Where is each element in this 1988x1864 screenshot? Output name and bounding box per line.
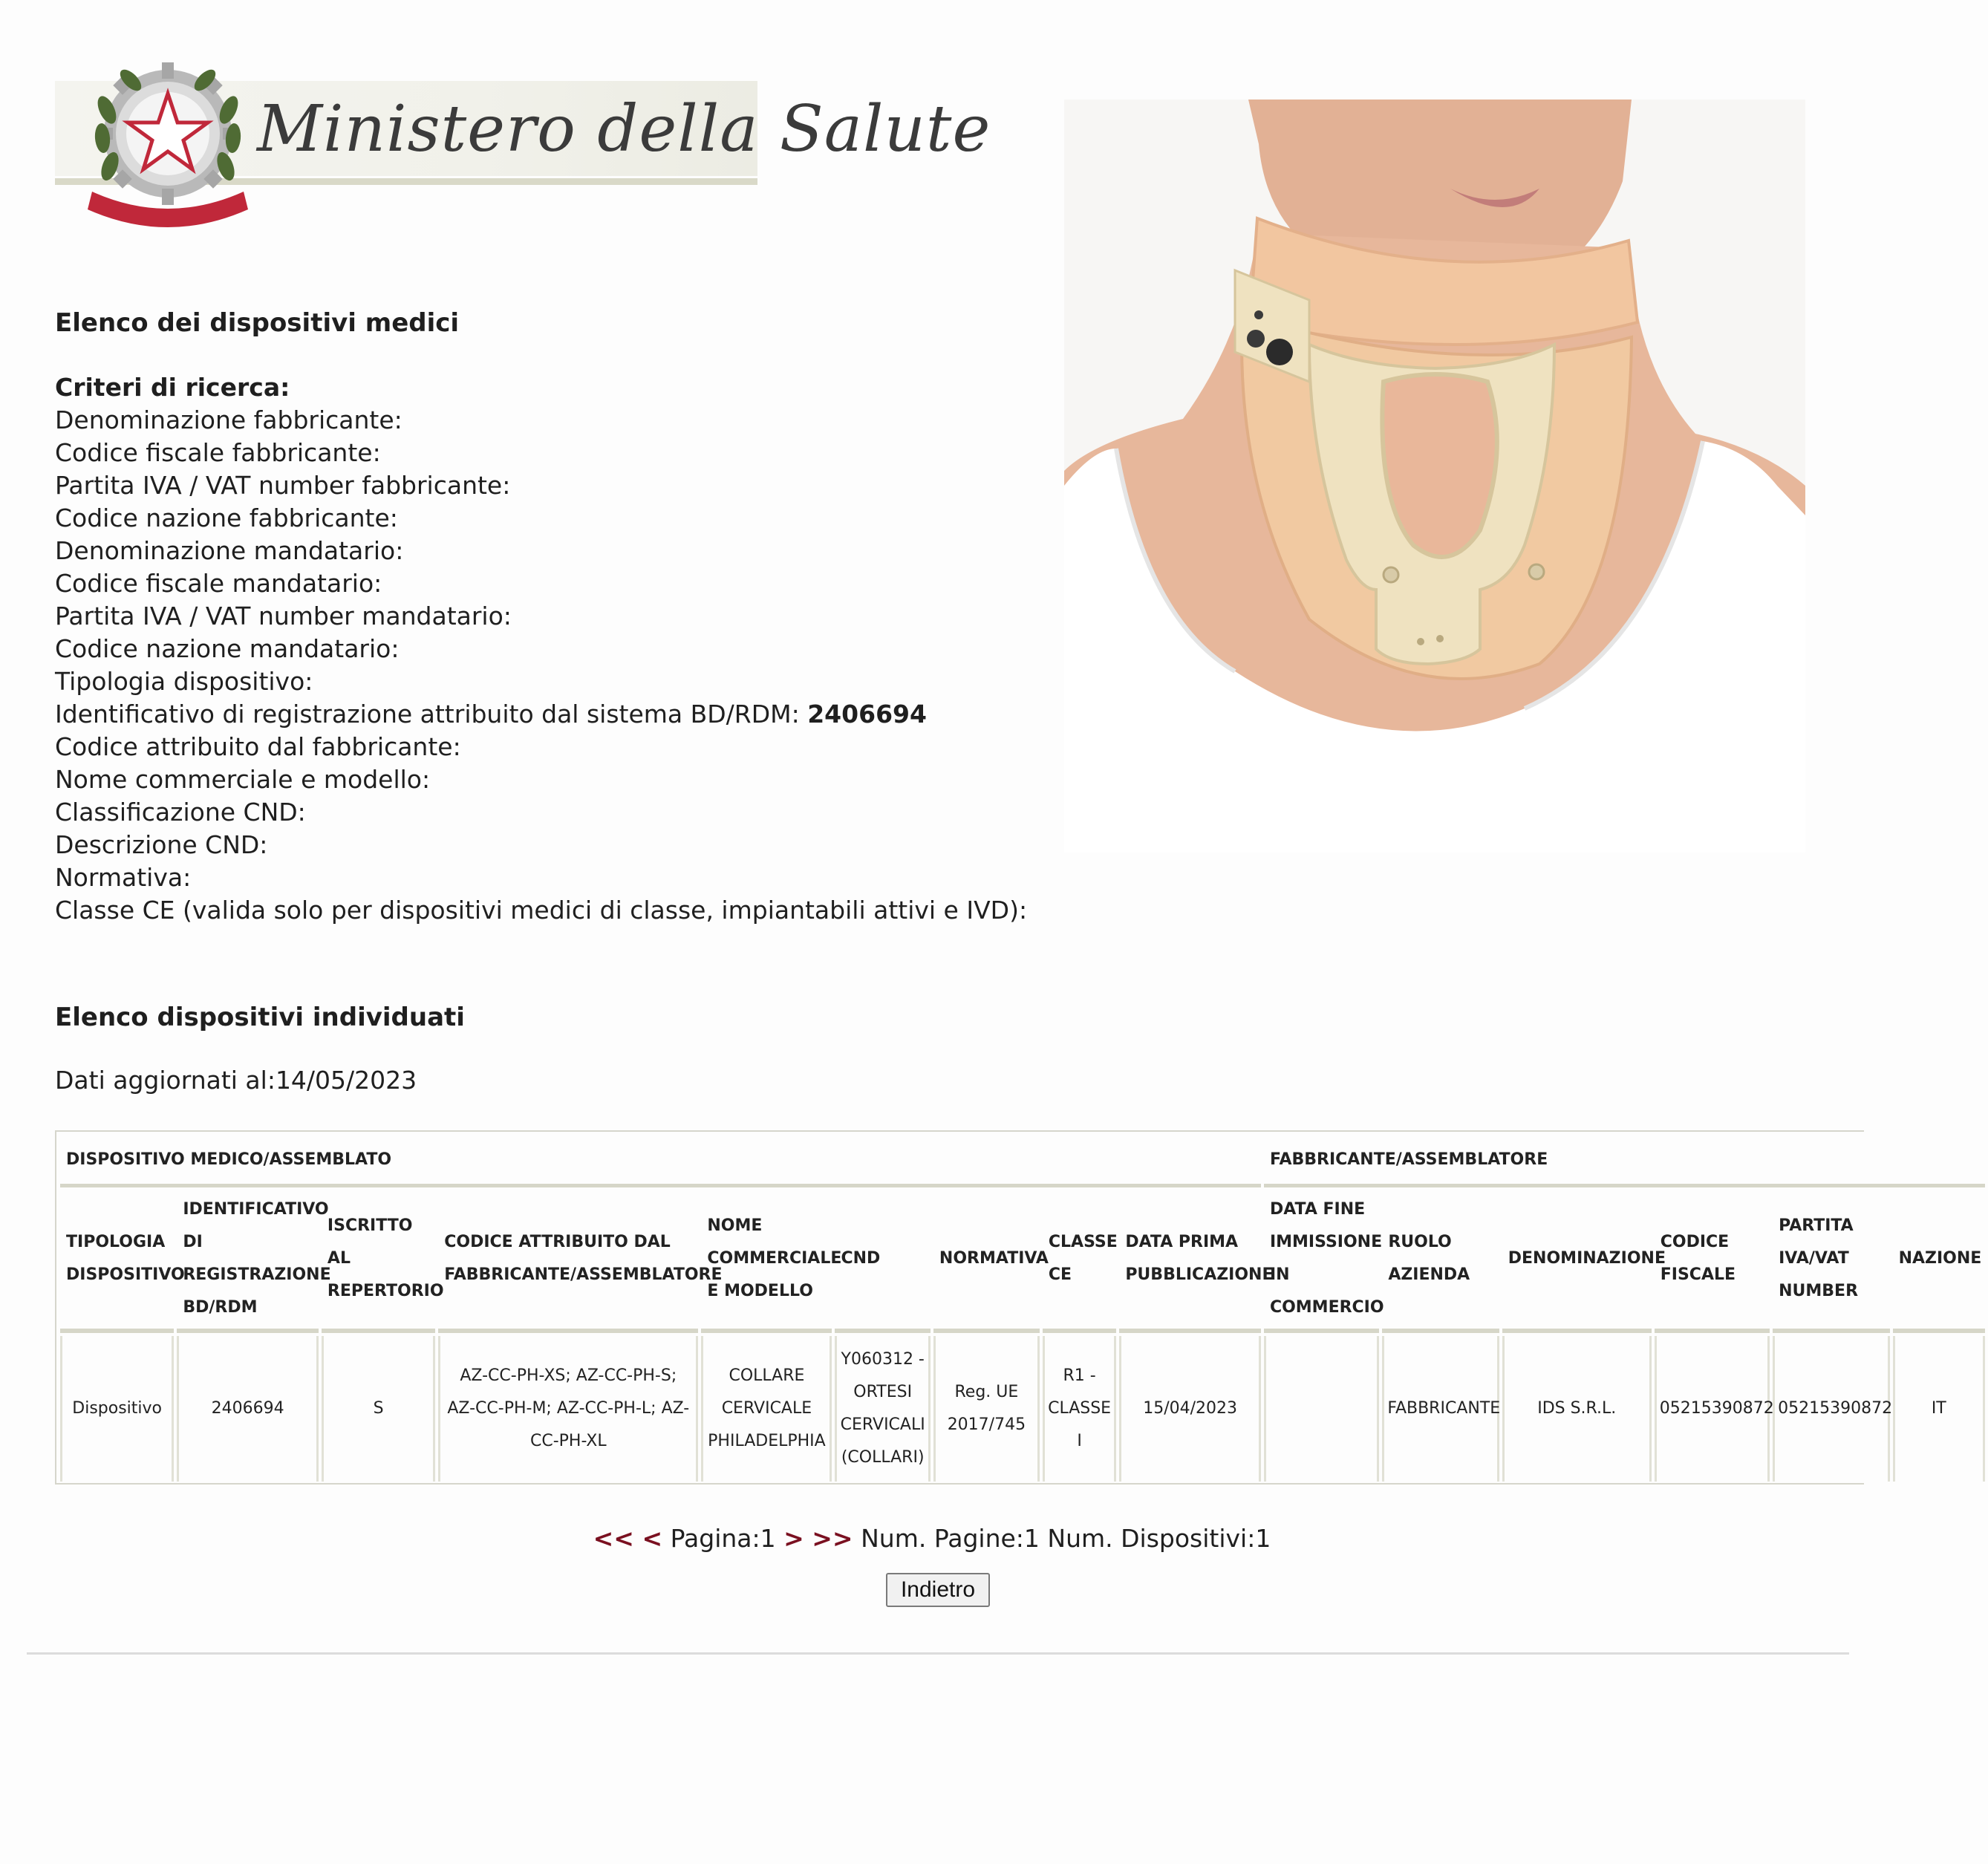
table-group-header-row: [60, 1135, 1985, 1187]
last-page-link[interactable]: >>: [812, 1524, 853, 1553]
product-photo: [1064, 100, 1805, 853]
devices-table: [57, 1132, 1988, 1485]
footer-divider: [27, 1652, 1849, 1655]
criteria-row: Codice fiscale fabbricante:: [55, 438, 381, 467]
column-header: IDENTIFICATIVO DI REGISTRAZIONE BD/RDM: [177, 1190, 319, 1333]
table-row: [60, 1336, 1985, 1482]
table-cell: [1264, 1336, 1379, 1482]
page-title: Elenco dei dispositivi medici: [55, 308, 460, 338]
total-pages-label: Num. Pagine:: [861, 1524, 1024, 1553]
table-cell: FABBRICANTE: [1382, 1336, 1499, 1482]
first-page-link[interactable]: <<: [593, 1524, 634, 1553]
criteria-heading: Criteri di ricerca:: [55, 373, 290, 402]
column-header: DATA FINE IMMISSIONE IN COMMERCIO: [1264, 1190, 1379, 1333]
registration-id-value: 2406694: [807, 700, 927, 729]
table-cell: Y060312 - ORTESI CERVICALI (COLLARI): [835, 1336, 930, 1482]
criteria-row: Denominazione fabbricante:: [55, 405, 403, 434]
table-cell: Reg. UE 2017/745: [933, 1336, 1040, 1482]
total-pages: 1: [1023, 1524, 1040, 1553]
table-cell: AZ-CC-PH-XS; AZ-CC-PH-S; AZ-CC-PH-M; AZ-CC-PH-L; AZ-CC-PH-XL: [438, 1336, 698, 1482]
table-header-row: [60, 1190, 1985, 1333]
table-cell: R1 - CLASSE I: [1043, 1336, 1116, 1482]
results-title: Elenco dispositivi individuati: [55, 1003, 465, 1032]
table-cell: S: [322, 1336, 435, 1482]
search-criteria: [55, 371, 1027, 927]
criteria-row: Denominazione mandatario:: [55, 536, 404, 565]
table-cell: IT: [1893, 1336, 1985, 1482]
group-header-manufacturer: FABBRICANTE/ASSEMBLATORE: [1264, 1135, 1985, 1187]
cervical-collar-photo-icon: [1064, 100, 1805, 853]
table-cell: 2406694: [177, 1336, 319, 1482]
criteria-row: Codice nazione fabbricante:: [55, 504, 398, 532]
devices-table-container[interactable]: [55, 1130, 1982, 1485]
criteria-row: Tipologia dispositivo:: [55, 667, 313, 696]
column-header: NAZIONE: [1893, 1190, 1985, 1333]
column-header: RUOLO AZIENDA: [1382, 1190, 1499, 1333]
criteria-row: Identificativo di registrazione attribuito dal sistema BD/RDM: 2406694: [55, 700, 927, 729]
column-header: ISCRITTO AL REPERTORIO: [322, 1190, 435, 1333]
column-header: DATA PRIMA PUBBLICAZIONE: [1119, 1190, 1261, 1333]
update-date: Dati aggiornati al:14/05/2023: [55, 1066, 417, 1095]
table-cell: COLLARE CERVICALE PHILADELPHIA: [701, 1336, 832, 1482]
ministry-logo: [55, 48, 991, 233]
column-header: CODICE FISCALE: [1655, 1190, 1770, 1333]
group-header-device: DISPOSITIVO MEDICO/ASSEMBLATO: [60, 1135, 1261, 1187]
next-page-link[interactable]: >: [783, 1524, 804, 1553]
criteria-row: Codice nazione mandatario:: [55, 634, 400, 663]
current-page: 1: [760, 1524, 776, 1553]
criteria-row: Classe CE (valida solo per dispositivi medici di classe, impiantabili attivi e IVD):: [55, 896, 1028, 925]
page-label: Pagina:: [670, 1524, 760, 1553]
prev-page-link[interactable]: <: [642, 1524, 663, 1553]
table-cell: 15/04/2023: [1119, 1336, 1261, 1482]
total-devices: 1: [1255, 1524, 1271, 1553]
back-button[interactable]: Indietro: [886, 1573, 990, 1607]
criteria-row: Nome commerciale e modello:: [55, 765, 431, 794]
criteria-row: Partita IVA / VAT number mandatario:: [55, 602, 512, 630]
table-cell: 05215390872: [1773, 1336, 1889, 1482]
column-header: NORMATIVA: [933, 1190, 1040, 1333]
pagination: [0, 1524, 1864, 1553]
criteria-row: Partita IVA / VAT number fabbricante:: [55, 471, 511, 500]
criteria-row: Classificazione CND:: [55, 798, 306, 827]
column-header: PARTITA IVA/VAT NUMBER: [1773, 1190, 1889, 1333]
criteria-row: Codice attribuito dal fabbricante:: [55, 732, 461, 761]
total-devices-label: Num. Dispositivi:: [1047, 1524, 1256, 1553]
criteria-row: Codice fiscale mandatario:: [55, 569, 382, 598]
column-header: CODICE ATTRIBUITO DAL FABBRICANTE/ASSEMBLATORE: [438, 1190, 698, 1333]
column-header: TIPOLOGIA DISPOSITIVO: [60, 1190, 174, 1333]
table-cell: IDS S.R.L.: [1502, 1336, 1652, 1482]
column-header: CLASSE CE: [1043, 1190, 1116, 1333]
table-cell: Dispositivo: [60, 1336, 174, 1482]
column-header: NOME COMMERCIALE E MODELLO: [701, 1190, 832, 1333]
italian-republic-emblem-icon: [85, 50, 251, 232]
column-header: CND: [835, 1190, 930, 1333]
criteria-row: Normativa:: [55, 863, 192, 892]
criteria-row: Descrizione CND:: [55, 830, 268, 859]
column-header: DENOMINAZIONE: [1502, 1190, 1652, 1333]
ministry-wordmark: Ministero della Salute: [257, 92, 991, 166]
table-cell: 05215390872: [1655, 1336, 1770, 1482]
